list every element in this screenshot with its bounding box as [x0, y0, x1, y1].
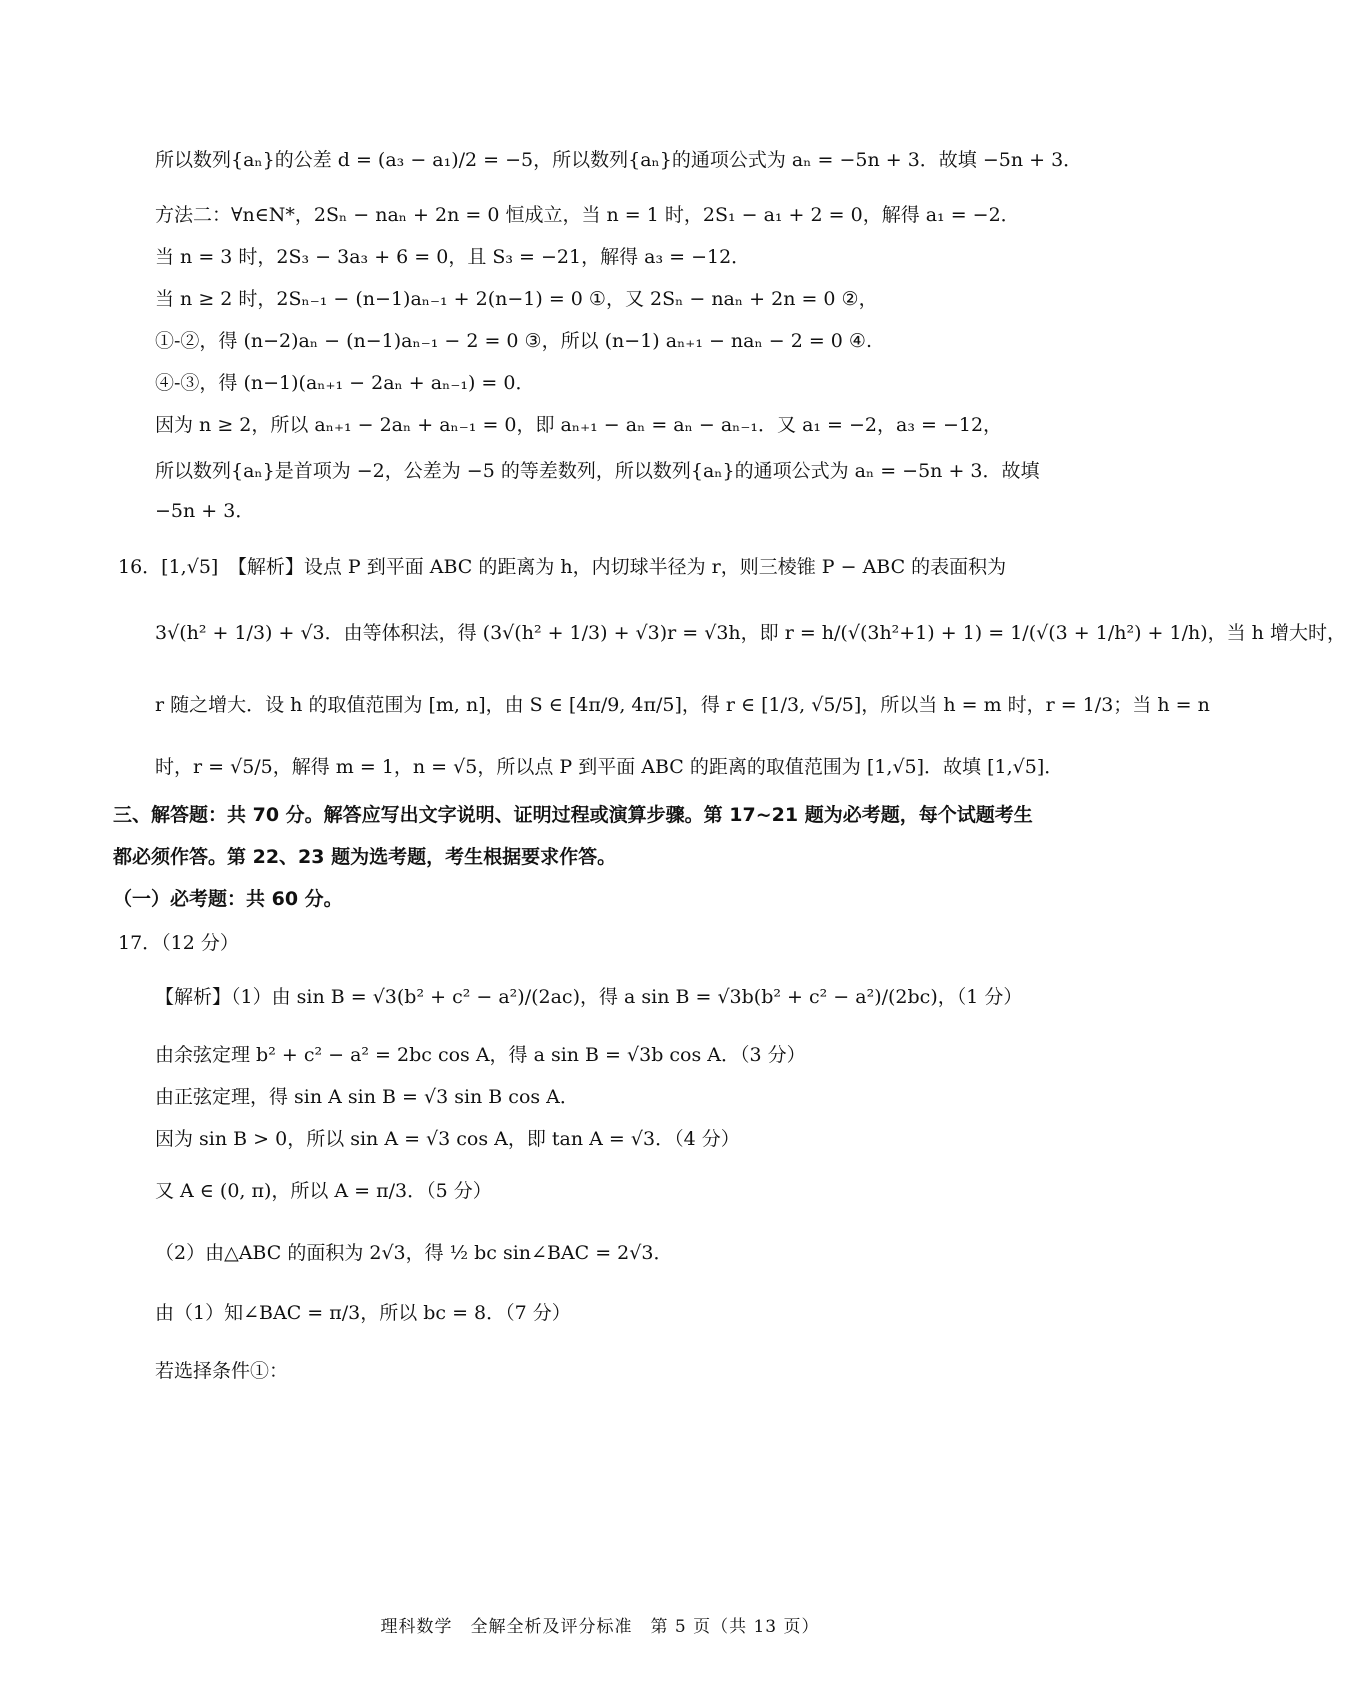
text-line: 方法二：∀n∈N*，2Sₙ − naₙ + 2n = 0 恒成立，当 n = 1 时，2S₁ − a₁ + 2 = 0，解得 a₁ = −2．	[155, 204, 1020, 226]
page-footer: 理科数学 全解全析及评分标准 第 5 页（共 13 页）	[380, 1617, 820, 1637]
text-line: 由余弦定理 b² + c² − a² = 2bc cos A，得 a sin B = √3b cos A．（3 分）	[155, 1044, 806, 1066]
text-line: （2）由△ABC 的面积为 2√3，得 ½ bc sin∠BAC = 2√3．	[155, 1242, 673, 1264]
text-line: 当 n = 3 时，2S₃ − 3a₃ + 6 = 0，且 S₃ = −21，解得 a₃ = −12．	[155, 246, 751, 268]
section-heading: 三、解答题：共 70 分。解答应写出文字说明、证明过程或演算步骤。第 17~21 题为必考题，每个试题考生	[113, 804, 1033, 826]
text-line: 又 A ∈ (0, π)，所以 A = π/3．（5 分）	[155, 1180, 492, 1202]
section-heading: 都必须作答。第 22、23 题为选考题，考生根据要求作答。	[113, 846, 617, 868]
text-line: 因为 n ≥ 2，所以 aₙ₊₁ − 2aₙ + aₙ₋₁ = 0，即 aₙ₊₁ − aₙ = aₙ − aₙ₋₁．又 a₁ = −2，a₃ = −12，	[155, 414, 1003, 436]
text-line: 若选择条件①：	[155, 1360, 289, 1382]
text-line: 所以数列{aₙ}是首项为 −2，公差为 −5 的等差数列，所以数列{aₙ}的通项公式为 aₙ = −5n + 3．故填	[155, 460, 1040, 482]
text-line: ④-③，得 (n−1)(aₙ₊₁ − 2aₙ + aₙ₋₁) = 0．	[155, 372, 535, 394]
question-17-heading: 17．（12 分）	[118, 932, 239, 954]
text-line: 由正弦定理，得 sin A sin B = √3 sin B cos A．	[155, 1086, 579, 1108]
subsection-heading: （一）必考题：共 60 分。	[113, 888, 343, 910]
text-line: ①-②，得 (n−2)aₙ − (n−1)aₙ₋₁ − 2 = 0 ③，所以 (n−1) aₙ₊₁ − naₙ − 2 = 0 ④.	[155, 330, 872, 352]
text-line: 时，r = √5/5，解得 m = 1，n = √5，所以点 P 到平面 ABC 的距离的取值范围为 [1,√5]．故填 [1,√5]．	[155, 756, 1064, 778]
text-line: 所以数列{aₙ}的公差 d = (a₃ − a₁)/2 = −5，所以数列{aₙ}的通项公式为 aₙ = −5n + 3．故填 −5n + 3．	[155, 149, 1083, 171]
text-line: 当 n ≥ 2 时，2Sₙ₋₁ − (n−1)aₙ₋₁ + 2(n−1) = 0 ①，又 2Sₙ − naₙ + 2n = 0 ②，	[155, 288, 878, 310]
text-line: r 随之增大．设 h 的取值范围为 [m, n]，由 S ∈ [4π/9, 4π/5]，得 r ∈ [1/3, √5/5]，所以当 h = m 时，r = 1/3；当 h = n	[155, 694, 1210, 716]
text-line: 因为 sin B > 0，所以 sin A = √3 cos A，即 tan A = √3．（4 分）	[155, 1128, 740, 1150]
text-line: 【解析】（1）由 sin B = √3(b² + c² − a²)/(2ac)，得 a sin B = √3b(b² + c² − a²)/(2bc)，（1 分）	[155, 986, 1023, 1008]
text-line: 3√(h² + 1/3) + √3．由等体积法，得 (3√(h² + 1/3) + √3)r = √3h，即 r = h/(√(3h²+1) + 1) = 1/(√(3 + 1/h²) + 1/h)，当 h 增大时，	[155, 622, 1346, 644]
text-line: 由（1）知∠BAC = π/3，所以 bc = 8．（7 分）	[155, 1302, 571, 1324]
question-16-line: 16．[1,√5] 【解析】设点 P 到平面 ABC 的距离为 h，内切球半径为 r，则三棱锥 P − ABC 的表面积为	[118, 556, 1007, 578]
text-line: −5n + 3．	[155, 500, 255, 522]
